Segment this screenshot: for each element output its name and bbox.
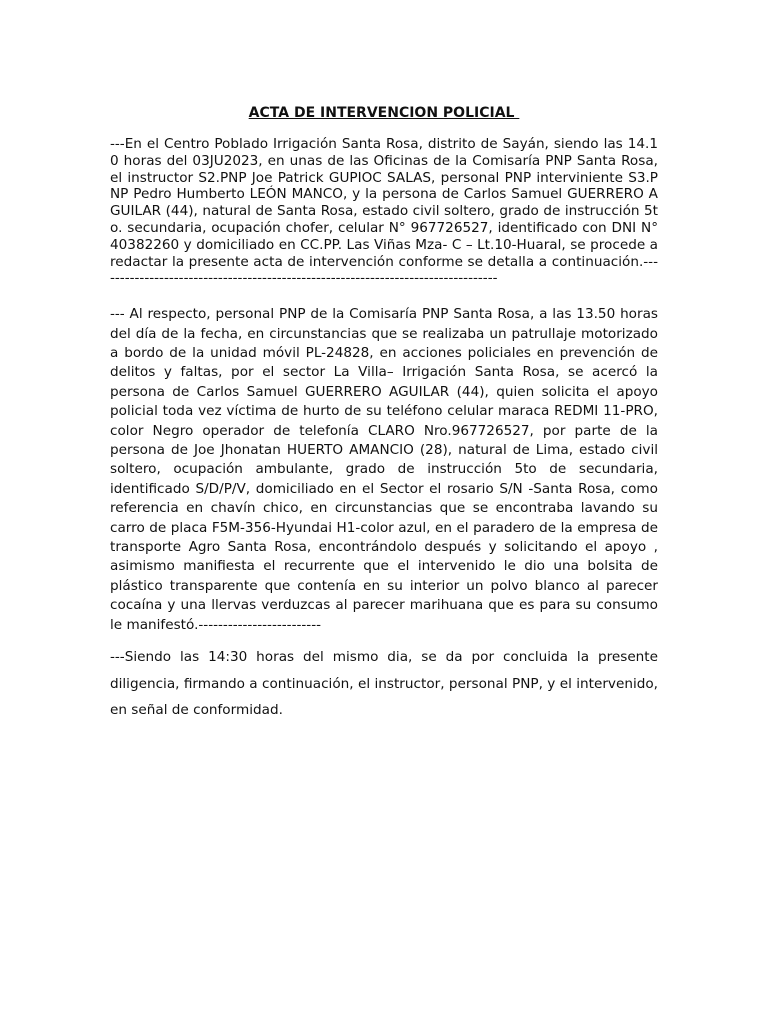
document-title: ACTA DE INTERVENCION POLICIAL	[248, 105, 520, 121]
paragraph-introduction: ---En el Centro Poblado Irrigación Santa Rosa, distrito de Sayán, siendo las 14.10 horas del 03JU2023, en unas de las Oficinas de la Comisaría PNP Santa Rosa, el instructor S2.PNP Joe Patrick GUPIOC SALAS, personal PNP interviniente S3.PNP Pedro Humberto LEÓN MANCO, y la persona de Carlos Samuel GUERRERO AGUILAR (44), natural de Santa Rosa, estado civil soltero, grado de instrucción 5to. secundaria, ocupación chofer, celular N° 967726527, identificado con DNI N° 40382260 y domiciliado en CC.PP. Las Viñas Mza- C – Lt.10-Huaral, se procede a redactar la presente acta de intervención conforme se detalla a continuación.----------------------------------------------------------------------------------	[110, 136, 658, 287]
document-page	[110, 104, 658, 724]
paragraph-incident-report: --- Al respecto, personal PNP de la Comisaría PNP Santa Rosa, a las 13.50 horas del día de la fecha, en circunstancias que se realizaba un patrullaje motorizado a bordo de la unidad móvil PL-24828, en acciones policiales en prevención de delitos y faltas, por el sector La Villa– Irrigación Santa Rosa, se acercó la persona de Carlos Samuel GUERRERO AGUILAR (44), quien solicita el apoyo policial toda vez víctima de hurto de su teléfono celular maraca REDMI 11-PRO, color Negro operador de telefonía CLARO Nro.967726527, por parte de la persona de Joe Jhonatan HUERTO AMANCIO (28), natural de Lima, estado civil soltero, ocupación ambulante, grado de instrucción 5to de secundaria, identificado S/D/P/V, domiciliado en el Sector el rosario S/N -Santa Rosa, como referencia en chavín chico, en circunstancias que se encontraba lavando su carro de placa F5M-356-Hyundai H1-color azul, en el paradero de la empresa de transporte Agro Santa Rosa, encontrándolo después y solicitando el apoyo , asimismo manifiesta el recurrente que el intervenido le dio una bolsita de plástico transparente que contenía en su interior un polvo blanco al parecer cocaína y una llervas verduzcas al parecer marihuana que es para su consumo le manifestó.-------------------------	[110, 306, 658, 633]
paragraph-conclusion: ---Siendo las 14:30 horas del mismo dia, se da por concluida la presente diligencia, firmando a continuación, el instructor, personal PNP, y el intervenido, en señal de conformidad.	[110, 649, 658, 719]
